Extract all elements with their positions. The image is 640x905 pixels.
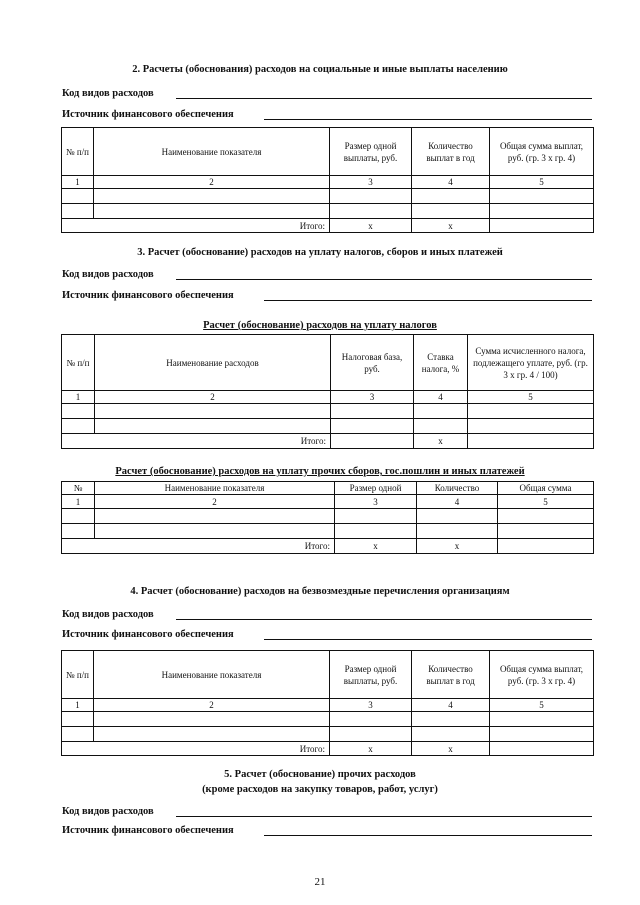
total-row	[62, 219, 594, 233]
total-value: x	[417, 539, 498, 554]
table-header-row	[62, 128, 594, 176]
header-cell: Размер одной	[335, 482, 417, 495]
header-cell: Размер одной выплаты, руб.	[330, 128, 412, 176]
column-number: 1	[62, 176, 94, 189]
table-row[interactable]	[62, 727, 594, 742]
total-label: Итого:	[94, 219, 330, 233]
column-number: 3	[330, 699, 412, 712]
section2-source-label: Источник финансового обеспечения	[62, 109, 234, 120]
table-row[interactable]	[62, 524, 594, 539]
section2-title: 2. Расчеты (обоснования) расходов на социальные и иные выплаты населению	[132, 64, 508, 75]
header-cell: Наименование показателя	[94, 128, 330, 176]
section5-title-line1: 5. Расчет (обоснование) прочих расходов	[224, 769, 416, 780]
section3-tax-table	[61, 334, 594, 449]
column-number: 5	[490, 176, 594, 189]
section3-code-label: Код видов расходов	[62, 269, 154, 280]
column-number-row	[62, 495, 594, 509]
total-value: x	[414, 434, 468, 449]
section3-code-line[interactable]	[176, 279, 592, 280]
column-number: 5	[468, 391, 594, 404]
section4-source-line[interactable]	[264, 639, 592, 640]
header-cell: Наименование показателя	[95, 482, 335, 495]
header-cell: Наименование показателя	[94, 651, 330, 699]
table-header-row	[62, 651, 594, 699]
total-value: x	[335, 539, 417, 554]
section3-other-table-title: Расчет (обоснование) расходов на уплату прочих сборов, гос.пошлин и иных платежей	[115, 466, 525, 477]
section4-title: 4. Расчет (обоснование) расходов на безвозмездные перечисления организациям	[130, 586, 510, 597]
section4-table	[61, 650, 594, 756]
table-row[interactable]	[62, 712, 594, 727]
header-cell: Количество	[417, 482, 498, 495]
column-number-row	[62, 699, 594, 712]
column-number: 2	[94, 699, 330, 712]
header-cell: Общая сумма выплат, руб. (гр. 3 х гр. 4)	[490, 651, 594, 699]
header-cell: Общая сумма	[498, 482, 594, 495]
total-row	[62, 742, 594, 756]
header-cell: Общая сумма выплат, руб. (гр. 3 х гр. 4)	[490, 128, 594, 176]
section4-source-label: Источник финансового обеспечения	[62, 629, 234, 640]
section2-code-line[interactable]	[176, 98, 592, 99]
page-number: 21	[314, 876, 326, 888]
column-number: 1	[62, 495, 95, 509]
section3-other-table	[61, 481, 594, 554]
header-cell: № п/п	[62, 651, 94, 699]
section2-code-label: Код видов расходов	[62, 88, 154, 99]
header-cell: Ставка налога, %	[414, 335, 468, 391]
column-number: 1	[62, 699, 94, 712]
column-number: 2	[95, 391, 331, 404]
header-cell: Количество выплат в год	[412, 128, 490, 176]
column-number-row	[62, 391, 594, 404]
total-label: Итого:	[95, 539, 335, 554]
section5-code-line[interactable]	[176, 816, 592, 817]
column-number: 3	[330, 176, 412, 189]
total-label: Итого:	[95, 434, 331, 449]
section3-title: 3. Расчет (обоснование) расходов на уплату налогов, сборов и иных платежей	[137, 247, 503, 258]
column-number: 3	[335, 495, 417, 509]
total-value: x	[412, 742, 490, 756]
section4-code-line[interactable]	[176, 619, 592, 620]
section2-table	[61, 127, 594, 233]
column-number: 4	[412, 176, 490, 189]
table-row[interactable]	[62, 419, 594, 434]
column-number: 3	[331, 391, 414, 404]
total-value: x	[330, 742, 412, 756]
total-row	[62, 434, 594, 449]
table-row[interactable]	[62, 404, 594, 419]
total-row	[62, 539, 594, 554]
column-number: 1	[62, 391, 95, 404]
section5-code-label: Код видов расходов	[62, 806, 154, 817]
total-value: x	[330, 219, 412, 233]
header-cell: Налоговая база, руб.	[331, 335, 414, 391]
header-cell: Наименование расходов	[95, 335, 331, 391]
column-number: 2	[95, 495, 335, 509]
header-cell: Количество выплат в год	[412, 651, 490, 699]
table-row[interactable]	[62, 189, 594, 204]
table-header-row	[62, 335, 594, 391]
table-row[interactable]	[62, 509, 594, 524]
section2-source-line[interactable]	[264, 119, 592, 120]
column-number: 4	[412, 699, 490, 712]
column-number: 4	[414, 391, 468, 404]
header-cell: Сумма исчисленного налога, подлежащего уплате, руб. (гр. 3 х гр. 4 / 100)	[468, 335, 594, 391]
section5-source-label: Источник финансового обеспечения	[62, 825, 234, 836]
section5-title-line2: (кроме расходов на закупку товаров, работ, услуг)	[202, 784, 438, 795]
column-number: 4	[417, 495, 498, 509]
total-label: Итого:	[94, 742, 330, 756]
header-cell: Размер одной выплаты, руб.	[330, 651, 412, 699]
section5-source-line[interactable]	[264, 835, 592, 836]
header-cell: № п/п	[62, 335, 95, 391]
header-cell: № п/п	[62, 128, 94, 176]
section3-tax-table-title: Расчет (обоснование) расходов на уплату налогов	[203, 320, 437, 331]
table-header-row	[62, 482, 594, 495]
section3-source-line[interactable]	[264, 300, 592, 301]
column-number: 5	[498, 495, 594, 509]
table-row[interactable]	[62, 204, 594, 219]
column-number: 5	[490, 699, 594, 712]
section4-code-label: Код видов расходов	[62, 609, 154, 620]
column-number: 2	[94, 176, 330, 189]
section3-source-label: Источник финансового обеспечения	[62, 290, 234, 301]
total-value: x	[412, 219, 490, 233]
header-cell: №	[62, 482, 95, 495]
column-number-row	[62, 176, 594, 189]
